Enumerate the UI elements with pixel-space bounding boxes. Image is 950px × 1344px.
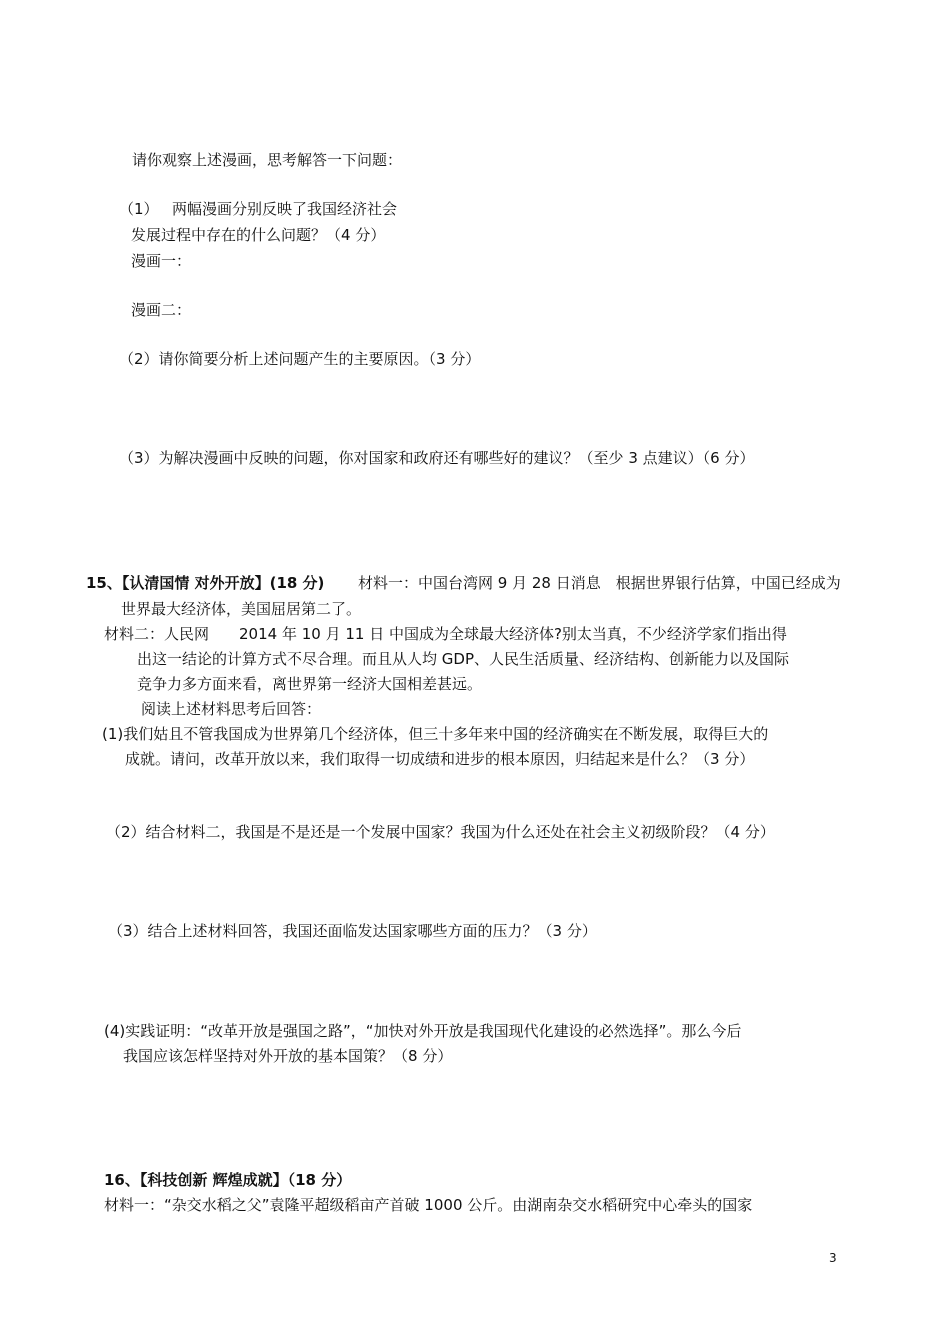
q15-material1-line2: 世界最大经济体，美国屈居第二了。	[121, 600, 362, 618]
q15-sub4-line1: (4)实践证明：“改革开放是强国之路”，“加快对外开放是我国现代化建设的必然选择”。那么今后	[104, 1022, 742, 1040]
q14-comic2-label: 漫画二：	[131, 301, 192, 319]
q15-sub2: （2）结合材料二，我国是不是还是一个发展中国家？我国为什么还处在社会主义初级阶段？（4 分）	[106, 823, 775, 841]
q15-material2-line1: 材料二：人民网 2014 年 10 月 11 日 中国成为全球最大经济体?别太当真，不少经济学家们指出得	[104, 625, 787, 643]
q15-sub4-line2: 我国应该怎样坚持对外开放的基本国策？（8 分）	[123, 1047, 453, 1065]
q16-material1-line1: 材料一：“杂交水稻之父”袁隆平超级稻亩产首破 1000 公斤。由湖南杂交水稻研究中心牵头的国家	[104, 1196, 753, 1214]
q15-material2-line2: 出这一结论的计算方式不尽合理。而且从人均 GDP、人民生活质量、经济结构、创新能力以及国际	[137, 650, 789, 668]
q14-sub2: （2）请你简要分析上述问题产生的主要原因。（3 分）	[119, 350, 481, 368]
q15-sub1-line2: 成就。请问，改革开放以来，我们取得一切成绩和进步的根本原因，归结起来是什么？（3 分）	[125, 750, 755, 768]
q15-material2-line3: 竞争力多方面来看，离世界第一经济大国相差甚远。	[137, 675, 483, 693]
q15-heading: 15、【认清国情 对外开放】(18 分)	[86, 574, 325, 592]
q14-comic1-label: 漫画一：	[131, 252, 192, 270]
q14-sub1-line2: 发展过程中存在的什么问题？（4 分）	[131, 226, 386, 244]
page-number: 3	[829, 1251, 837, 1265]
q14-sub3: （3）为解决漫画中反映的问题，你对国家和政府还有哪些好的建议？（至少 3 点建议）（6 分）	[119, 449, 755, 467]
q16-heading: 16、【科技创新 辉煌成就】（18 分）	[104, 1171, 352, 1189]
q15-sub3: （3）结合上述材料回答，我国还面临发达国家哪些方面的压力？（3 分）	[108, 922, 597, 940]
q15-read-instruction: 阅读上述材料思考后回答：	[141, 700, 322, 718]
q15-sub1-line1: (1)我们姑且不管我国成为世界第几个经济体，但三十多年来中国的经济确实在不断发展，取得巨大的	[102, 725, 769, 743]
q15-material1-line1: 材料一：中国台湾网 9 月 28 日消息 根据世界银行估算，中国已经成为	[358, 574, 841, 592]
q14-intro: 请你观察上述漫画，思考解答一下问题：	[132, 151, 403, 169]
q14-sub1-line1: 两幅漫画分别反映了我国经济社会	[172, 200, 398, 218]
q14-sub1-number: （1）	[119, 200, 159, 218]
